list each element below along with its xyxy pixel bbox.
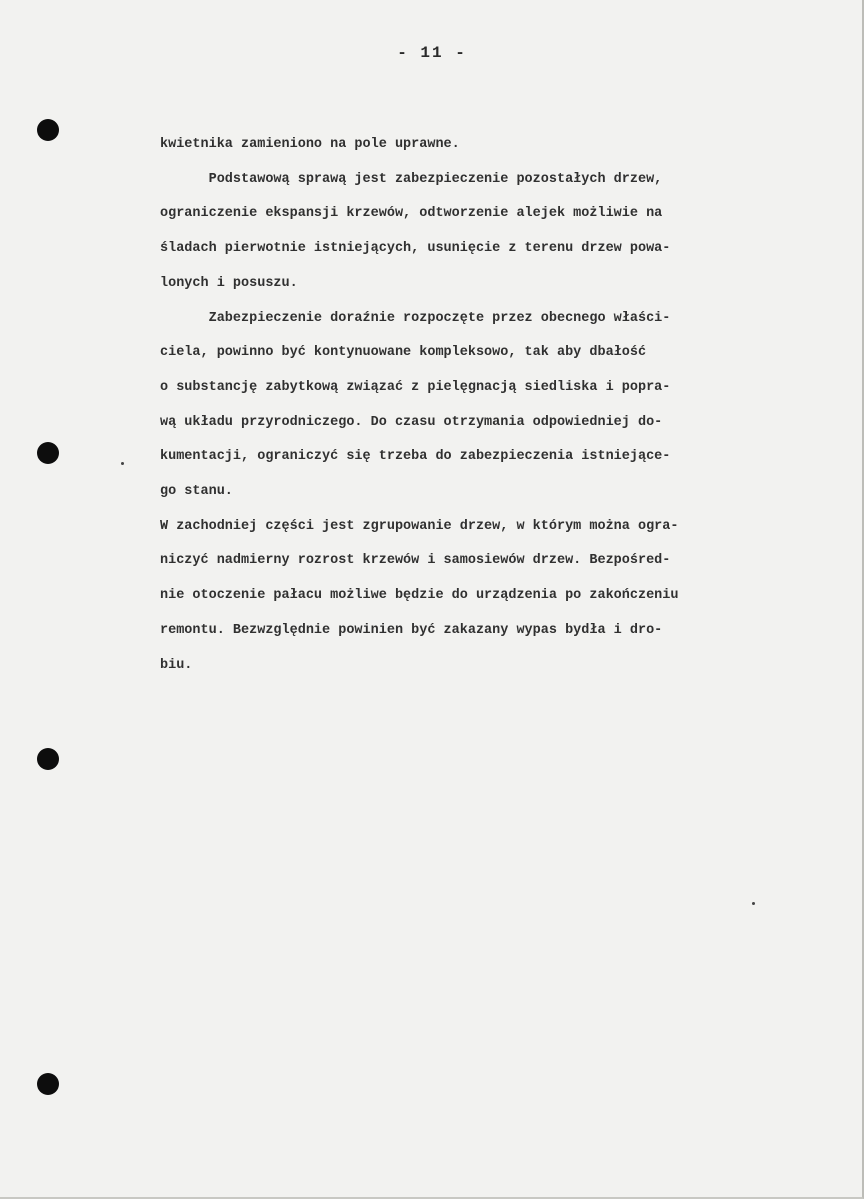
page-number: - 11 - bbox=[397, 44, 467, 62]
text-line: lonych i posuszu. bbox=[160, 275, 298, 291]
punch-hole bbox=[37, 1073, 59, 1095]
text-line: biu. bbox=[160, 657, 193, 673]
text-line: niczyć nadmierny rozrost krzewów i samosiewów drzew. Bezpośred- bbox=[160, 553, 671, 569]
text-line: wą układu przyrodniczego. Do czasu otrzymania odpowiedniej do- bbox=[160, 414, 663, 430]
text-line: śladach pierwotnie istniejących, usunięcie z terenu drzew powa- bbox=[160, 241, 671, 257]
text-line: Podstawową sprawą jest zabezpieczenie pozostałych drzew, bbox=[160, 171, 663, 187]
text-line: go stanu. bbox=[160, 484, 233, 500]
body-text bbox=[160, 128, 810, 683]
text-line: kumentacji, ograniczyć się trzeba do zabezpieczenia istniejące- bbox=[160, 449, 671, 465]
ink-speck bbox=[121, 462, 124, 465]
punch-hole bbox=[37, 748, 59, 770]
ink-speck bbox=[752, 902, 755, 905]
punch-hole bbox=[37, 442, 59, 464]
punch-hole bbox=[37, 119, 59, 141]
text-line: ciela, powinno być kontynuowane kompleksowo, tak aby dbałość bbox=[160, 345, 647, 361]
text-line: nie otoczenie pałacu możliwe będzie do urządzenia po zakończeniu bbox=[160, 588, 679, 604]
text-line: remontu. Bezwzględnie powinien być zakazany wypas bydła i dro- bbox=[160, 622, 663, 638]
text-line: Zabezpieczenie doraźnie rozpoczęte przez obecnego właści- bbox=[160, 310, 671, 326]
text-line: W zachodniej części jest zgrupowanie drzew, w którym można ogra- bbox=[160, 518, 679, 534]
text-line: o substancję zabytkową związać z pielęgnacją siedliska i popra- bbox=[160, 379, 671, 395]
text-line: ograniczenie ekspansji krzewów, odtworzenie alejek możliwie na bbox=[160, 206, 663, 222]
text-line: kwietnika zamieniono na pole uprawne. bbox=[160, 137, 460, 152]
